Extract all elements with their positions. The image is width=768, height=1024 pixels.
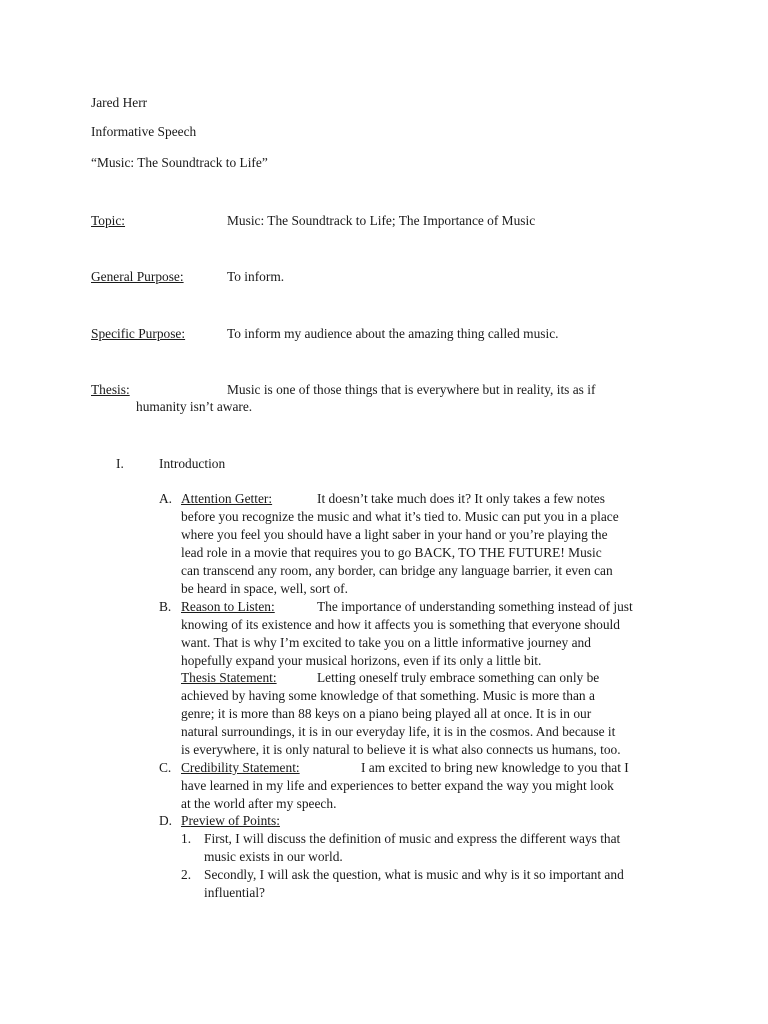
author-name: Jared Herr	[91, 95, 148, 110]
credibility-statement-line: have learned in my life and experiences to better expand the way you might look	[181, 778, 614, 793]
attention-getter-line: It doesn’t take much does it? It only takes a few notes	[317, 491, 605, 506]
reason-to-listen-line: knowing of its existence and how it affects you is something that everyone should	[181, 617, 620, 632]
thesis-statement-line: achieved by having some knowledge of that something. Music is more than a	[181, 688, 595, 703]
item-marker: D.	[159, 813, 173, 828]
attention-getter-line: before you recognize the music and what it’s tied to. Music can put you in a place	[181, 509, 619, 524]
thesis-statement-line: genre; it is more than 88 keys on a piano being played all at once. It is in our	[181, 706, 592, 721]
section-numeral: I.	[116, 456, 124, 471]
speech-title: “Music: The Soundtrack to Life”	[91, 155, 268, 170]
attention-getter-line: where you feel you should have a light saber in your hand or you’re playing the	[181, 527, 608, 542]
item-marker: A.	[159, 491, 173, 506]
course-name: Informative Speech	[91, 124, 197, 139]
thesis-statement-label: Thesis Statement:	[181, 670, 277, 685]
general-purpose-value: To inform.	[227, 269, 285, 284]
specific-purpose-value: To inform my audience about the amazing thing called music.	[227, 326, 559, 341]
reason-to-listen-line: The importance of understanding something instead of just	[317, 599, 633, 614]
thesis-line: Music is one of those things that is everywhere but in reality, its as if	[227, 382, 596, 397]
point-line: music exists in our world.	[204, 849, 343, 864]
preview-of-points-label: Preview of Points:	[181, 813, 280, 828]
credibility-statement-line: I am excited to bring new knowledge to you that I	[361, 760, 629, 775]
reason-to-listen-line: hopefully expand your musical horizons, even if its only a little bit.	[181, 653, 542, 668]
specific-purpose-label: Specific Purpose:	[91, 326, 186, 341]
credibility-statement-label: Credibility Statement:	[181, 760, 300, 775]
thesis-statement-line: is everywhere, it is only natural to believe it is what also connects us humans, too.	[181, 742, 621, 757]
thesis-statement-line: natural surroundings, it is in our everyday life, it is in the cosmos. And because it	[181, 724, 616, 739]
reason-to-listen-line: want. That is why I’m excited to take you on a little informative journey and	[181, 635, 591, 650]
point-line: Secondly, I will ask the question, what is music and why is it so important and	[204, 867, 624, 882]
attention-getter-line: be heard in space, well, sort of.	[181, 581, 348, 596]
point-marker: 1.	[181, 831, 192, 846]
point-marker: 2.	[181, 867, 192, 882]
general-purpose-label: General Purpose:	[91, 269, 184, 284]
thesis-line: humanity isn’t aware.	[136, 399, 253, 414]
item-marker: C.	[159, 760, 172, 775]
credibility-statement-line: at the world after my speech.	[181, 796, 337, 811]
thesis-statement-line: Letting oneself truly embrace something can only be	[317, 670, 600, 685]
point-line: First, I will discuss the definition of music and express the different ways that	[204, 831, 621, 846]
section-title: Introduction	[159, 456, 226, 471]
attention-getter-label: Attention Getter:	[181, 491, 273, 506]
attention-getter-line: lead role in a movie that requires you to go BACK, TO THE FUTURE! Music	[181, 545, 602, 560]
topic-label: Topic:	[91, 213, 126, 228]
point-line: influential?	[204, 885, 265, 900]
topic-value: Music: The Soundtrack to Life; The Importance of Music	[227, 213, 536, 228]
reason-to-listen-label: Reason to Listen:	[181, 599, 275, 614]
thesis-label: Thesis:	[91, 382, 130, 397]
item-marker: B.	[159, 599, 172, 614]
attention-getter-line: can transcend any room, any border, can bridge any language barrier, it even can	[181, 563, 613, 578]
